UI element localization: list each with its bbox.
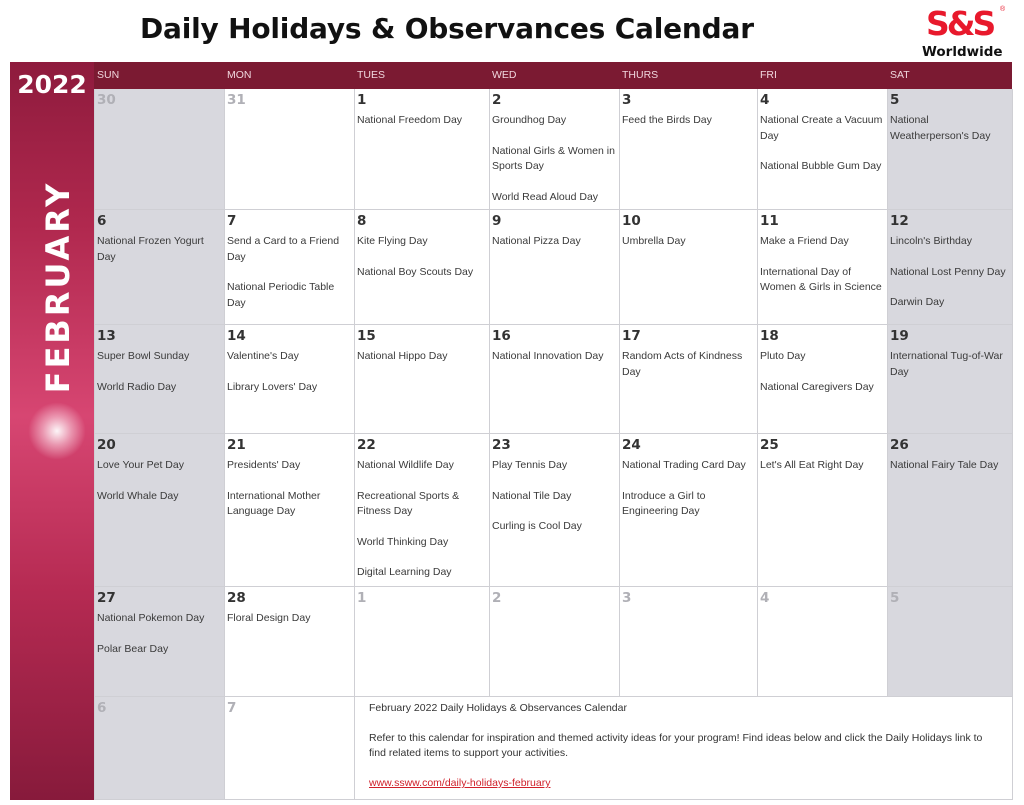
holiday-event: National Pizza Day — [492, 235, 581, 247]
day-number: 28 — [227, 590, 246, 606]
holiday-event: National Weatherperson's Day — [890, 114, 991, 142]
holiday-event: National Innovation Day — [492, 350, 604, 362]
holiday-event: National Lost Penny Day — [890, 265, 1006, 278]
calendar-day-cell — [620, 587, 758, 697]
event-list — [760, 234, 885, 296]
day-number: 10 — [622, 213, 641, 229]
calendar-day-cell — [225, 587, 355, 697]
calendar-day-cell — [888, 210, 1013, 325]
calendar-day-cell — [95, 210, 225, 325]
calendar-day-cell — [95, 434, 225, 587]
holiday-event: Love Your Pet Day — [97, 459, 184, 471]
day-number: 19 — [890, 328, 909, 344]
calendar-day-cell — [620, 434, 758, 587]
calendar-day-cell — [355, 89, 490, 210]
event-list — [357, 113, 487, 129]
day-number: 3 — [622, 590, 632, 606]
calendar-day-cell — [620, 210, 758, 325]
day-number: 16 — [492, 328, 511, 344]
holiday-event: Valentine's Day — [227, 350, 299, 362]
holiday-event: Let's All Eat Right Day — [760, 459, 864, 471]
event-list — [622, 349, 755, 380]
calendar-day-cell — [225, 325, 355, 434]
day-number: 20 — [97, 437, 116, 453]
holiday-event: World Read Aloud Day — [492, 190, 599, 203]
calendar-day-cell — [490, 587, 620, 697]
page-title: Daily Holidays & Observances Calendar — [140, 12, 754, 45]
calendar-month: FEBRUARY — [39, 180, 77, 394]
calendar-grid — [94, 89, 1012, 800]
day-number: 17 — [622, 328, 641, 344]
holiday-event: National Fairy Tale Day — [890, 459, 999, 471]
weekday-label: MON — [227, 69, 252, 81]
month-sidebar — [10, 62, 94, 800]
holiday-event: World Whale Day — [97, 489, 179, 502]
day-number: 14 — [227, 328, 246, 344]
holiday-event: National Tile Day — [492, 489, 572, 502]
holiday-event: National Pokemon Day — [97, 612, 205, 624]
calendar-day-cell — [490, 434, 620, 587]
event-list — [357, 458, 487, 581]
holiday-event: National Bubble Gum Day — [760, 160, 882, 172]
holiday-event: National Freedom Day — [357, 114, 463, 126]
day-number: 15 — [357, 328, 376, 344]
day-number: 21 — [227, 437, 246, 453]
calendar-day-cell — [758, 587, 888, 697]
holiday-event: Polar Bear Day — [97, 642, 169, 655]
holiday-event: World Radio Day — [97, 380, 177, 393]
day-number: 31 — [227, 92, 246, 108]
day-number: 4 — [760, 92, 770, 108]
day-number: 4 — [760, 590, 770, 606]
holiday-event: National Hippo Day — [357, 350, 448, 362]
event-list — [227, 234, 352, 311]
day-number: 6 — [97, 700, 107, 716]
calendar-day-cell — [490, 325, 620, 434]
day-number: 30 — [97, 92, 116, 108]
holiday-event: National Periodic Table Day — [227, 281, 335, 309]
holiday-event: Send a Card to a Friend Day — [227, 235, 340, 263]
holiday-event: Umbrella Day — [622, 235, 686, 247]
weekday-label: SUN — [97, 69, 120, 81]
day-number: 13 — [97, 328, 116, 344]
info-panel — [355, 697, 1013, 800]
event-list — [890, 113, 1010, 144]
event-list — [760, 458, 885, 474]
event-list — [227, 349, 352, 395]
event-list — [622, 113, 755, 129]
event-list — [492, 234, 617, 250]
event-list — [97, 349, 222, 395]
day-number: 7 — [227, 213, 237, 229]
calendar-day-cell — [355, 587, 490, 697]
holiday-event: Curling is Cool Day — [492, 520, 582, 532]
day-number: 8 — [357, 213, 367, 229]
day-number: 3 — [622, 92, 632, 108]
day-number: 5 — [890, 590, 900, 606]
calendar-day-cell — [490, 89, 620, 210]
event-list — [492, 113, 617, 205]
day-number: 27 — [97, 590, 116, 606]
calendar-day-cell — [888, 89, 1013, 210]
calendar-day-cell — [888, 325, 1013, 434]
holiday-event: Introduce a Girl to Engineering Day — [622, 489, 706, 517]
day-number: 5 — [890, 92, 900, 108]
event-list — [97, 458, 222, 504]
calendar-day-cell — [355, 325, 490, 434]
day-number: 6 — [97, 213, 107, 229]
calendar-day-cell — [758, 434, 888, 587]
weekday-header — [94, 62, 1012, 89]
calendar-day-cell — [620, 325, 758, 434]
holiday-event: Presidents' Day — [227, 459, 301, 471]
day-number: 2 — [492, 92, 502, 108]
holiday-event: Super Bowl Sunday — [97, 350, 190, 362]
holiday-event: National Frozen Yogurt Day — [97, 235, 204, 263]
calendar-day-cell — [225, 434, 355, 587]
day-number: 24 — [622, 437, 641, 453]
day-number: 12 — [890, 213, 909, 229]
day-number: 1 — [357, 92, 367, 108]
holiday-event: World Thinking Day — [357, 535, 449, 548]
daily-holidays-link[interactable]: www.ssww.com/daily-holidays-february — [369, 777, 551, 789]
calendar-day-cell — [225, 89, 355, 210]
event-list — [760, 349, 885, 395]
calendar-day-cell — [758, 89, 888, 210]
holiday-event: Digital Learning Day — [357, 566, 452, 578]
day-number: 9 — [492, 213, 502, 229]
day-number: 1 — [357, 590, 367, 606]
event-list — [890, 349, 1010, 380]
holiday-event: Random Acts of Kindness Day — [622, 350, 743, 378]
weekday-label: FRI — [760, 69, 777, 81]
event-list — [622, 458, 755, 520]
day-number: 18 — [760, 328, 779, 344]
calendar-day-cell — [620, 89, 758, 210]
logo-wordmark: Worldwide — [922, 44, 1003, 60]
event-list — [227, 611, 352, 627]
calendar-day-cell — [758, 325, 888, 434]
day-number: 26 — [890, 437, 909, 453]
holiday-event: Play Tennis Day — [492, 459, 568, 471]
holiday-event: Recreational Sports & Fitness Day — [357, 489, 460, 517]
day-number: 25 — [760, 437, 779, 453]
logo-mark: S&S — [926, 4, 994, 43]
weekday-label: TUES — [357, 69, 386, 81]
event-list — [492, 458, 617, 535]
holiday-event: Feed the Birds Day — [622, 114, 712, 126]
calendar-year: 2022 — [17, 70, 87, 99]
holiday-event: Make a Friend Day — [760, 235, 849, 247]
calendar-day-cell — [490, 210, 620, 325]
holiday-event: National Girls & Women in Sports Day — [492, 144, 615, 172]
weekday-label: WED — [492, 69, 517, 81]
holiday-event: International Day of Women & Girls in Science — [760, 265, 882, 293]
event-list — [492, 349, 617, 365]
info-heading: February 2022 Daily Holidays & Observances Calendar — [369, 702, 627, 714]
holiday-event: Lincoln's Birthday — [890, 235, 972, 247]
day-number: 23 — [492, 437, 511, 453]
holiday-event: National Boy Scouts Day — [357, 265, 474, 278]
calendar-day-cell — [95, 587, 225, 697]
holiday-event: Kite Flying Day — [357, 235, 428, 247]
calendar-day-cell — [95, 697, 225, 800]
holiday-event: National Caregivers Day — [760, 380, 874, 393]
weekday-label: THURS — [622, 69, 659, 81]
event-list — [760, 113, 885, 175]
weekday-label: SAT — [890, 69, 910, 81]
event-list — [357, 349, 487, 365]
holiday-event: Darwin Day — [890, 296, 945, 308]
info-description: Refer to this calendar for inspiration and themed activity ideas for your program! Find ideas below and click the Daily Holidays link to find related items to support your activities. — [369, 732, 983, 759]
day-number: 22 — [357, 437, 376, 453]
event-list — [227, 458, 352, 520]
calendar-day-cell — [95, 325, 225, 434]
calendar-day-cell — [888, 587, 1013, 697]
holiday-event: Groundhog Day — [492, 114, 567, 126]
event-list — [622, 234, 755, 250]
calendar-day-cell — [355, 210, 490, 325]
event-list — [890, 234, 1010, 311]
day-number: 2 — [492, 590, 502, 606]
event-list — [357, 234, 487, 280]
calendar-day-cell — [225, 210, 355, 325]
holiday-event: National Wildlife Day — [357, 459, 454, 471]
holiday-event: National Trading Card Day — [622, 459, 746, 471]
holiday-event: International Mother Language Day — [227, 489, 321, 517]
sidebar-glow-decoration — [28, 402, 86, 460]
calendar-day-cell — [758, 210, 888, 325]
holiday-event: Library Lovers' Day — [227, 380, 318, 393]
event-list — [890, 458, 1010, 474]
calendar-day-cell — [888, 434, 1013, 587]
holiday-event: International Tug-of-War Day — [890, 350, 1003, 378]
day-number: 11 — [760, 213, 779, 229]
logo-registered-mark: ® — [1000, 6, 1006, 13]
brand-logo — [920, 4, 1006, 62]
day-number: 7 — [227, 700, 237, 716]
calendar-day-cell — [355, 434, 490, 587]
event-list — [97, 234, 222, 265]
holiday-event: Floral Design Day — [227, 612, 311, 624]
event-list — [97, 611, 222, 657]
holiday-event: National Create a Vacuum Day — [760, 114, 883, 142]
calendar-day-cell — [225, 697, 355, 800]
calendar-day-cell — [95, 89, 225, 210]
holiday-event: Pluto Day — [760, 350, 806, 362]
